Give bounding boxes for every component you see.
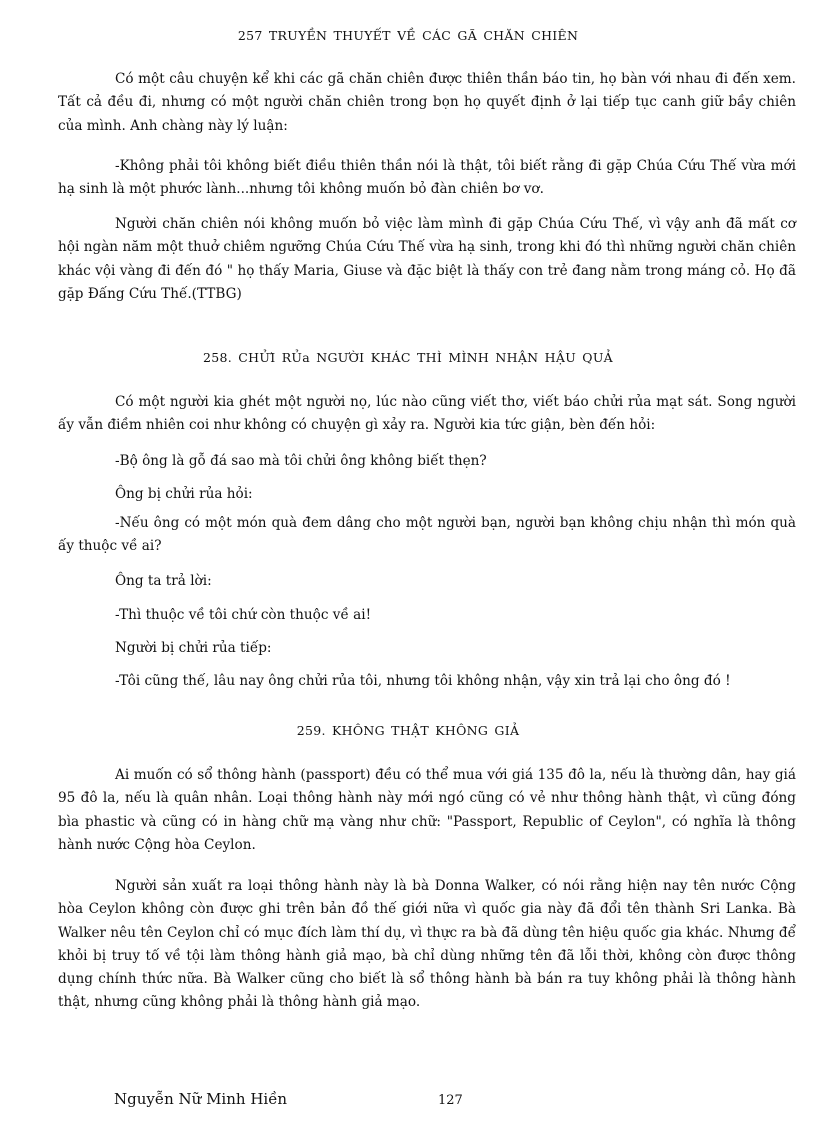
paragraph: -Bộ ông là gỗ đá sao mà tôi chửi ông không biết thẹn? [115, 453, 487, 469]
paragraph: Người bị chửi rủa tiếp: [115, 640, 272, 656]
paragraph: Ai muốn có sổ thông hành (passport) đều có thể mua với giá 135 đô la, nếu là thường dân, hay giá 95 đô la, nếu là quân nhân. Loại thông hành này mới ngó cũng có vẻ như thông hành thật, vì cũng đóng bìa phastic và cũng có in hàng chữ mạ vàng như chữ: "Passport, Republic of Ceylon", có nghĩa là thông hành nước Cộng hòa Ceylon. [58, 767, 796, 853]
paragraph: Ông bị chửi rủa hỏi: [115, 486, 253, 502]
paragraph: Người chăn chiên nói không muốn bỏ việc làm mình đi gặp Chúa Cứu Thế, vì vậy anh đã mất cơ hội ngàn năm một thuở chiêm ngưỡng Chúa Cứu Thế vừa hạ sinh, trong khi đó thì những người chăn chiên khác vội vàng đi đến đó " họ thấy Maria, Giuse và đặc biệt là thấy con trẻ đang nằm trong máng cỏ. Họ đã gặp Đấng Cứu Thế.(TTBG) [58, 216, 796, 302]
paragraph: Có một người kia ghét một người nọ, lúc nào cũng viết thơ, viết báo chửi rủa mạt sát. Song người ấy vẫn điềm nhiên coi như không có chuyện gì xảy ra. Người kia tức giận, bèn đến hỏi: [58, 394, 796, 434]
section-title: 259. KHÔNG THẬT KHÔNG GIẢ [296, 723, 520, 738]
footer-author: Nguyễn Nữ Minh Hiền [114, 1090, 288, 1108]
page-number: 127 [438, 1093, 463, 1108]
paragraph: Ông ta trả lời: [115, 573, 212, 589]
paragraph: -Tôi cũng thế, lâu nay ông chửi rủa tôi, nhưng tôi không nhận, vậy xin trả lại cho ông đó ! [115, 673, 731, 689]
paragraph: -Nếu ông có một món quà đem dâng cho một người bạn, người bạn không chịu nhận thì món quà ấy thuộc về ai? [58, 515, 796, 555]
section-title: 257 TRUYỀN THUYẾT VỀ CÁC GÃ CHĂN CHIÊN [237, 28, 579, 43]
paragraph: -Thì thuộc về tôi chứ còn thuộc về ai! [115, 607, 372, 623]
paragraph: Có một câu chuyện kể khi các gã chăn chiên được thiên thần báo tin, họ bàn với nhau đi đến xem. Tất cả đều đi, nhưng có một người chăn chiên trong bọn họ quyết định ở lại tiếp tục canh giữ bầy chiên của mình. Anh chàng này lý luận: [58, 71, 796, 134]
paragraph: -Không phải tôi không biết điều thiên thần nói là thật, tôi biết rằng đi gặp Chúa Cứu Thế vừa mới hạ sinh là một phước lành...nhưng tôi không muốn bỏ đàn chiên bơ vơ. [58, 158, 796, 198]
paragraph: Người sản xuất ra loại thông hành này là bà Donna Walker, có nói rằng hiện nay tên nước Cộng hòa Ceylon không còn được ghi trên bản đồ thế giới nữa vì quốc gia này đã đổi tên thành Sri Lanka. Bà Walker nêu tên Ceylon chỉ có mục đích làm thí dụ, vì thực ra bà đã dùng tên hiệu quốc gia khác. Nhưng để khỏi bị truy tố về tội làm thông hành giả mạo, bà chỉ dùng những tên đã lỗi thời, không còn được thông dụng chính thức nữa. Bà Walker cũng cho biết là sổ thông hành bà bán ra tuy không phải là thông hành thật, nhưng cũng không phải là thông hành giả mạo. [58, 878, 796, 1011]
section-title: 258. CHỬI RỦa NGƯỜI KHÁC THÌ MÌNH NHẬN HẬU QUẢ [202, 350, 614, 365]
